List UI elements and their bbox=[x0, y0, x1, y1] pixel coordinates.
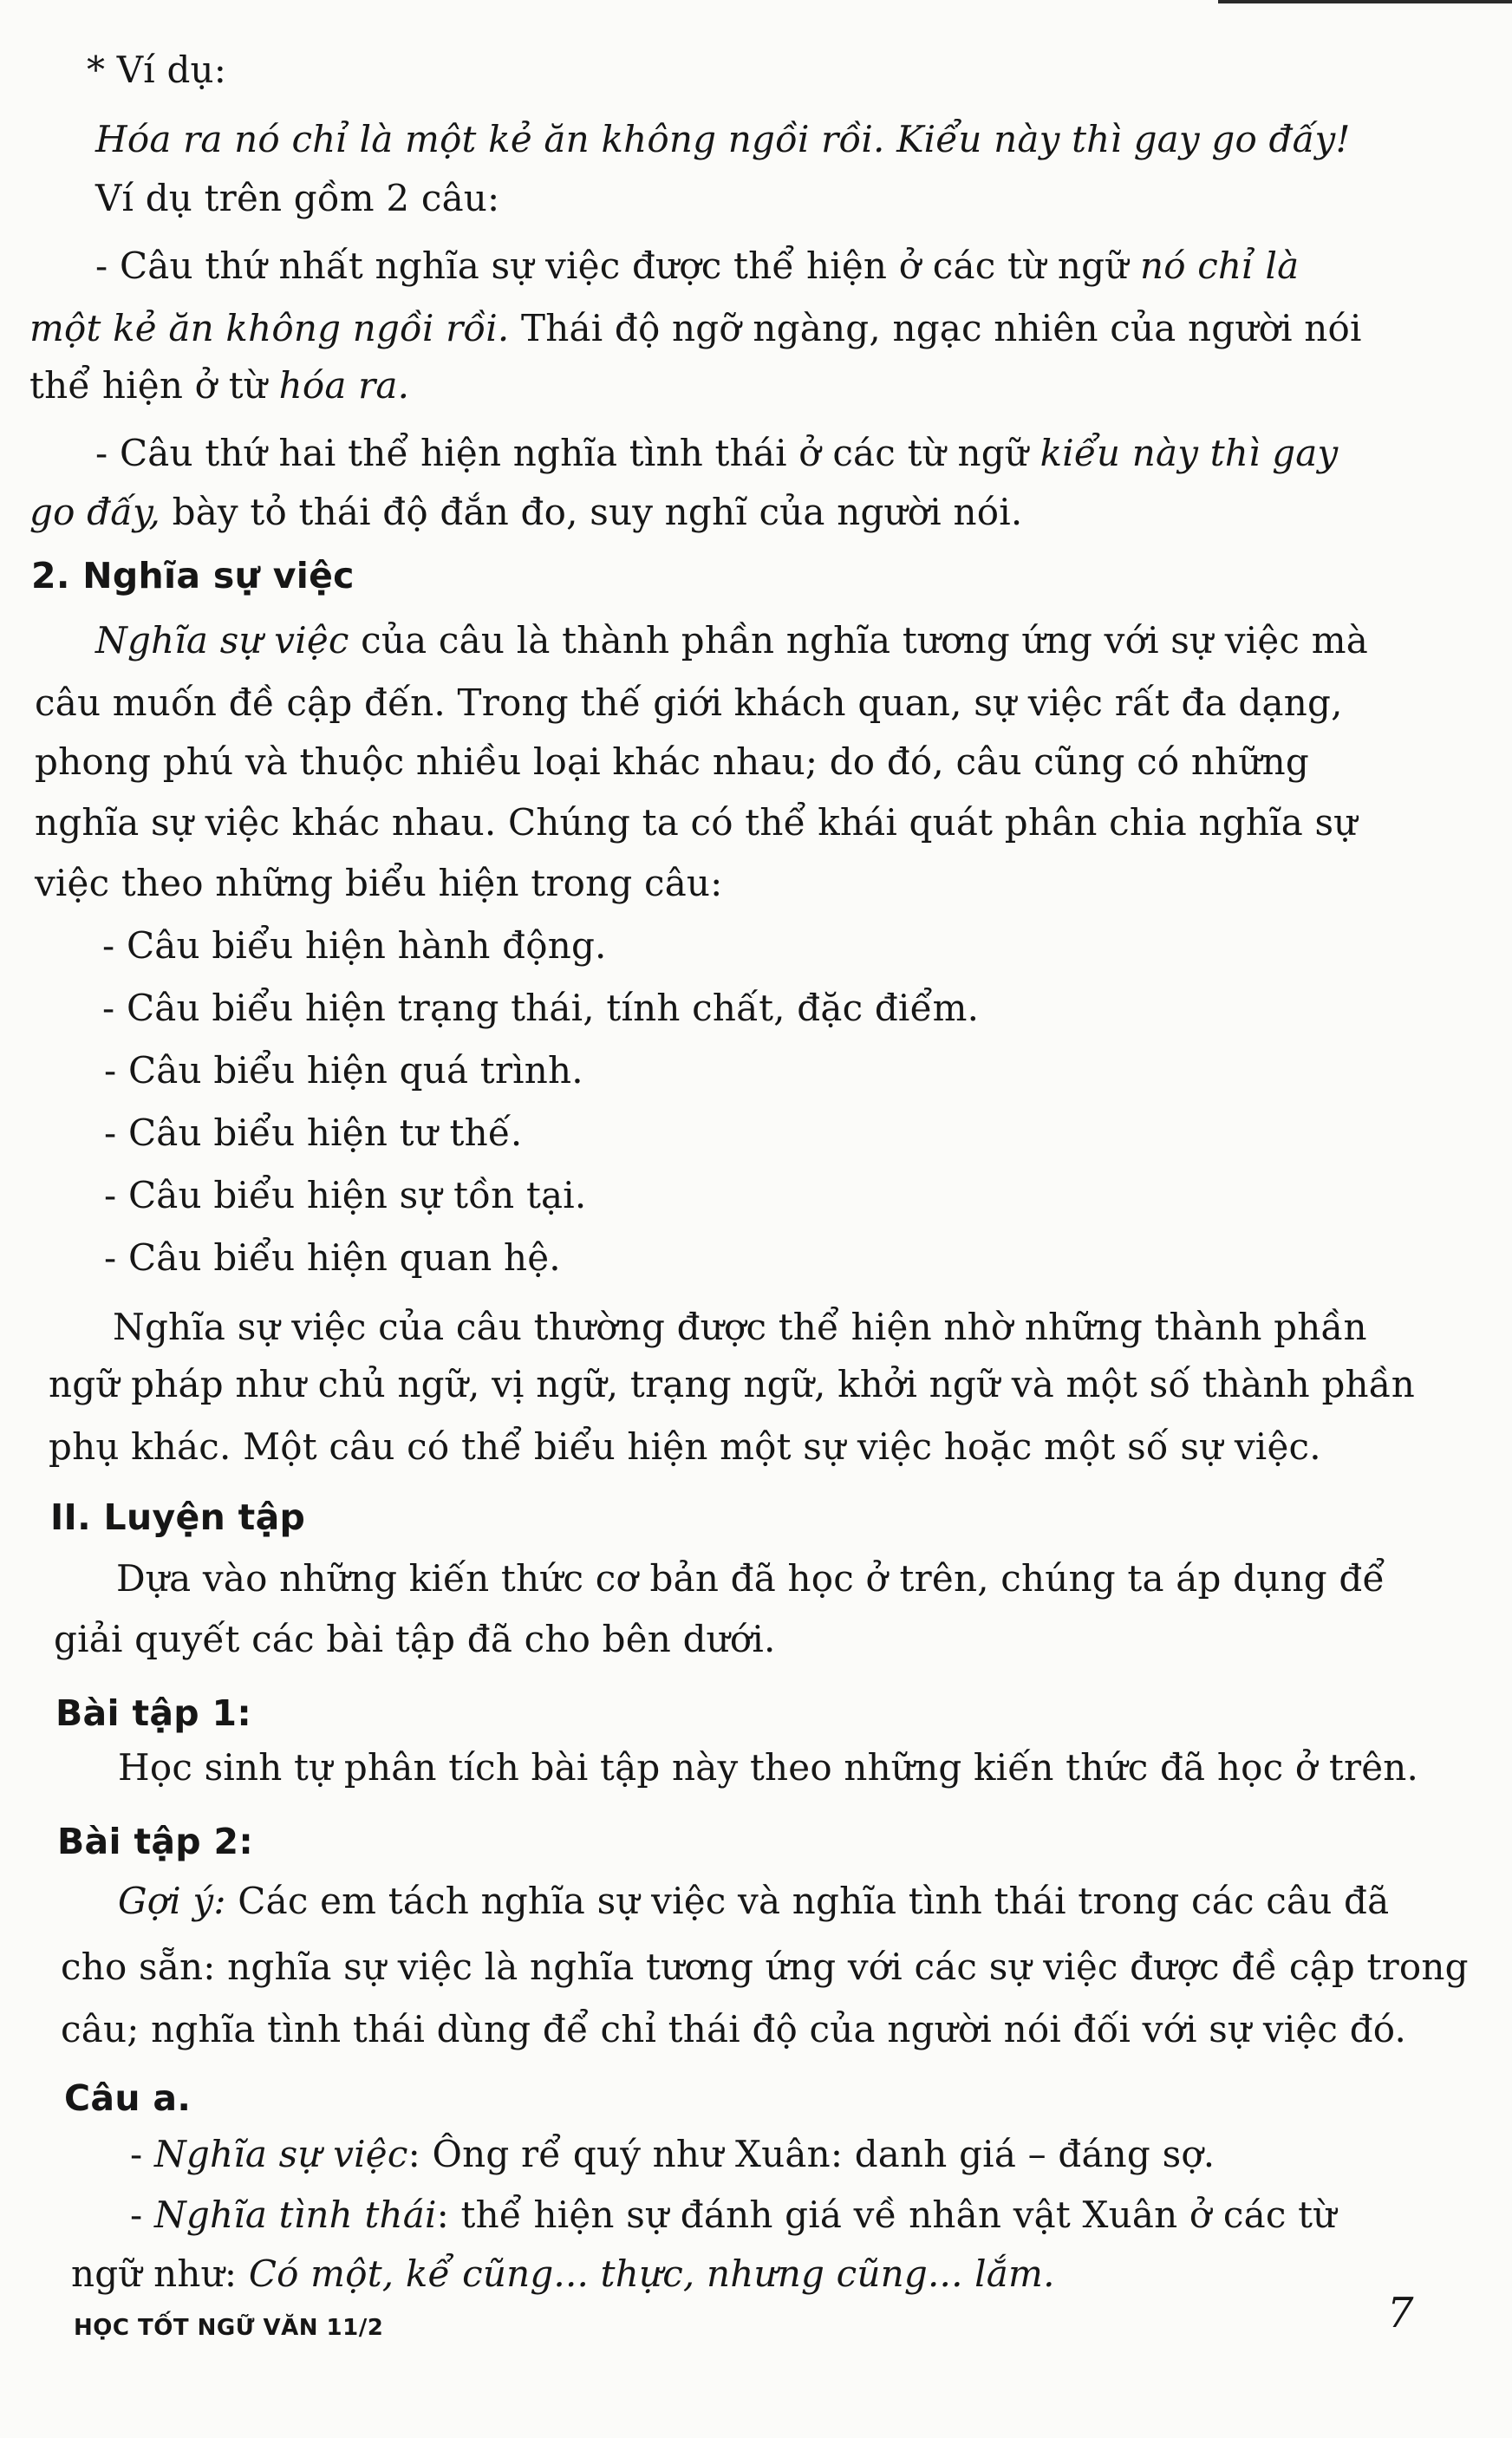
exercise1-text: Học sinh tự phân tích bài tập này theo những kiến thức đã học ở trên. bbox=[118, 1746, 1419, 1789]
section2-heading: 2. Nghĩa sự việc bbox=[31, 555, 355, 596]
cau-a-line1 bbox=[130, 2129, 1215, 2180]
list-item: - Câu biểu hiện hành động. bbox=[102, 924, 607, 967]
cau-a-text3: ngữ như: bbox=[71, 2252, 238, 2295]
exercise2-line3: câu; nghĩa tình thái dùng để chỉ thái độ của người nói đối với sự việc đó. bbox=[61, 2008, 1407, 2050]
example-quote bbox=[95, 114, 1351, 165]
sentence1-text-c: thể hiện ở từ bbox=[29, 364, 268, 407]
list-item: - Câu biểu hiện quá trình. bbox=[104, 1049, 583, 1092]
list-item: - Câu biểu hiện trạng thái, tính chất, đặc điểm. bbox=[102, 987, 980, 1029]
exercise2-heading: Bài tập 2: bbox=[57, 1821, 254, 1862]
exercise2-line1 bbox=[118, 1876, 1389, 1926]
section2-para2-line2: ngữ pháp như chủ ngữ, vị ngữ, trạng ngữ, khởi ngữ và một số thành phần bbox=[49, 1363, 1415, 1405]
example-intro: Ví dụ trên gồm 2 câu: bbox=[95, 177, 500, 219]
sentence1-text-b: Thái độ ngỡ ngàng, ngạc nhiên của người nói bbox=[521, 307, 1362, 349]
list-item: - Câu biểu hiện quan hệ. bbox=[104, 1236, 561, 1279]
exercise2-hint-text: Các em tách nghĩa sự việc và nghĩa tình thái trong các câu đã bbox=[238, 1880, 1390, 1922]
footer-book-title: HỌC TỐT NGỮ VĂN 11/2 bbox=[74, 2315, 384, 2341]
exercise2-line2: cho sẵn: nghĩa sự việc là nghĩa tương ứng với các sự việc được đề cập trong bbox=[61, 1946, 1469, 1988]
sentence1-line2 bbox=[29, 303, 1362, 354]
section2-para-line4: nghĩa sự việc khác nhau. Chúng ta có thể khái quát phân chia nghĩa sự bbox=[35, 801, 1358, 844]
sentence2-line2 bbox=[29, 487, 1022, 538]
sentence1-text-a: - Câu thứ nhất nghĩa sự việc được thể hiện ở các từ ngữ bbox=[95, 244, 1129, 287]
cau-a-italic3: Có một, kể cũng... thực, nhưng cũng... lắm. bbox=[248, 2252, 1055, 2295]
sentence2-text-b: bày tỏ thái độ đắn đo, suy nghĩ của người nói. bbox=[172, 491, 1023, 533]
list-item: - Câu biểu hiện tư thế. bbox=[104, 1111, 523, 1154]
sentence1-italic-b: một kẻ ăn không ngồi rồi. bbox=[29, 307, 510, 349]
section2-para-text1: của câu là thành phần nghĩa tương ứng với sự việc mà bbox=[361, 619, 1368, 662]
sentence2-text-a: - Câu thứ hai thể hiện nghĩa tình thái ở các từ ngữ bbox=[95, 432, 1029, 474]
sentence1-italic-a: nó chỉ là bbox=[1140, 244, 1300, 287]
cau-a-line2 bbox=[130, 2190, 1336, 2240]
section2-para2-line1: Nghĩa sự việc của câu thường được thể hiện nhờ những thành phần bbox=[113, 1306, 1367, 1348]
section2-para-italic: Nghĩa sự việc bbox=[95, 619, 349, 662]
exercise1-heading: Bài tập 1: bbox=[55, 1692, 252, 1734]
section2-para-line2: câu muốn đề cập đến. Trong thế giới khách quan, sự việc rất đa dạng, bbox=[35, 681, 1343, 724]
cau-a-text2: : thể hiện sự đánh giá về nhân vật Xuân ở các từ bbox=[436, 2194, 1337, 2236]
example-quote-text: Hóa ra nó chỉ là một kẻ ăn không ngồi rồi. Kiểu này thì gay go đấy! bbox=[95, 118, 1351, 160]
cau-a-dash2: - bbox=[130, 2194, 143, 2236]
sentence1-italic-c: hóa ra. bbox=[278, 364, 410, 407]
top-edge-rule bbox=[1218, 0, 1512, 3]
section2-para2-line3: phụ khác. Một câu có thể biểu hiện một sự việc hoặc một số sự việc. bbox=[49, 1425, 1321, 1468]
example-heading: * Ví dụ: bbox=[87, 49, 227, 91]
section2-para-line5: việc theo những biểu hiện trong câu: bbox=[35, 862, 723, 904]
section2-para-line3: phong phú và thuộc nhiều loại khác nhau; do đó, câu cũng có những bbox=[35, 740, 1309, 783]
practice-line1: Dựa vào những kiến thức cơ bản đã học ở trên, chúng ta áp dụng để bbox=[116, 1557, 1385, 1600]
list-item: - Câu biểu hiện sự tồn tại. bbox=[104, 1174, 587, 1216]
cau-a-dash1: - bbox=[130, 2133, 143, 2175]
cau-a-line3 bbox=[71, 2249, 1055, 2299]
practice-heading: II. Luyện tập bbox=[50, 1496, 306, 1538]
cau-a-heading: Câu a. bbox=[64, 2077, 192, 2119]
sentence2-italic-a: kiểu này thì gay bbox=[1040, 432, 1339, 474]
cau-a-text1: : Ông rể quý như Xuân: danh giá – đáng sợ. bbox=[407, 2133, 1215, 2175]
sentence2-line1 bbox=[95, 428, 1338, 479]
section2-para-line1 bbox=[95, 616, 1368, 666]
page-number: 7 bbox=[1387, 2289, 1414, 2337]
sentence1-line3 bbox=[29, 361, 409, 411]
cau-a-label1: Nghĩa sự việc bbox=[153, 2133, 408, 2175]
cau-a-label2: Nghĩa tình thái bbox=[153, 2194, 437, 2236]
sentence2-italic-b: go đấy, bbox=[29, 491, 161, 533]
practice-line2: giải quyết các bài tập đã cho bên dưới. bbox=[54, 1618, 776, 1660]
sentence1-line1 bbox=[95, 241, 1299, 291]
exercise2-hint-label: Gợi ý: bbox=[118, 1880, 226, 1922]
